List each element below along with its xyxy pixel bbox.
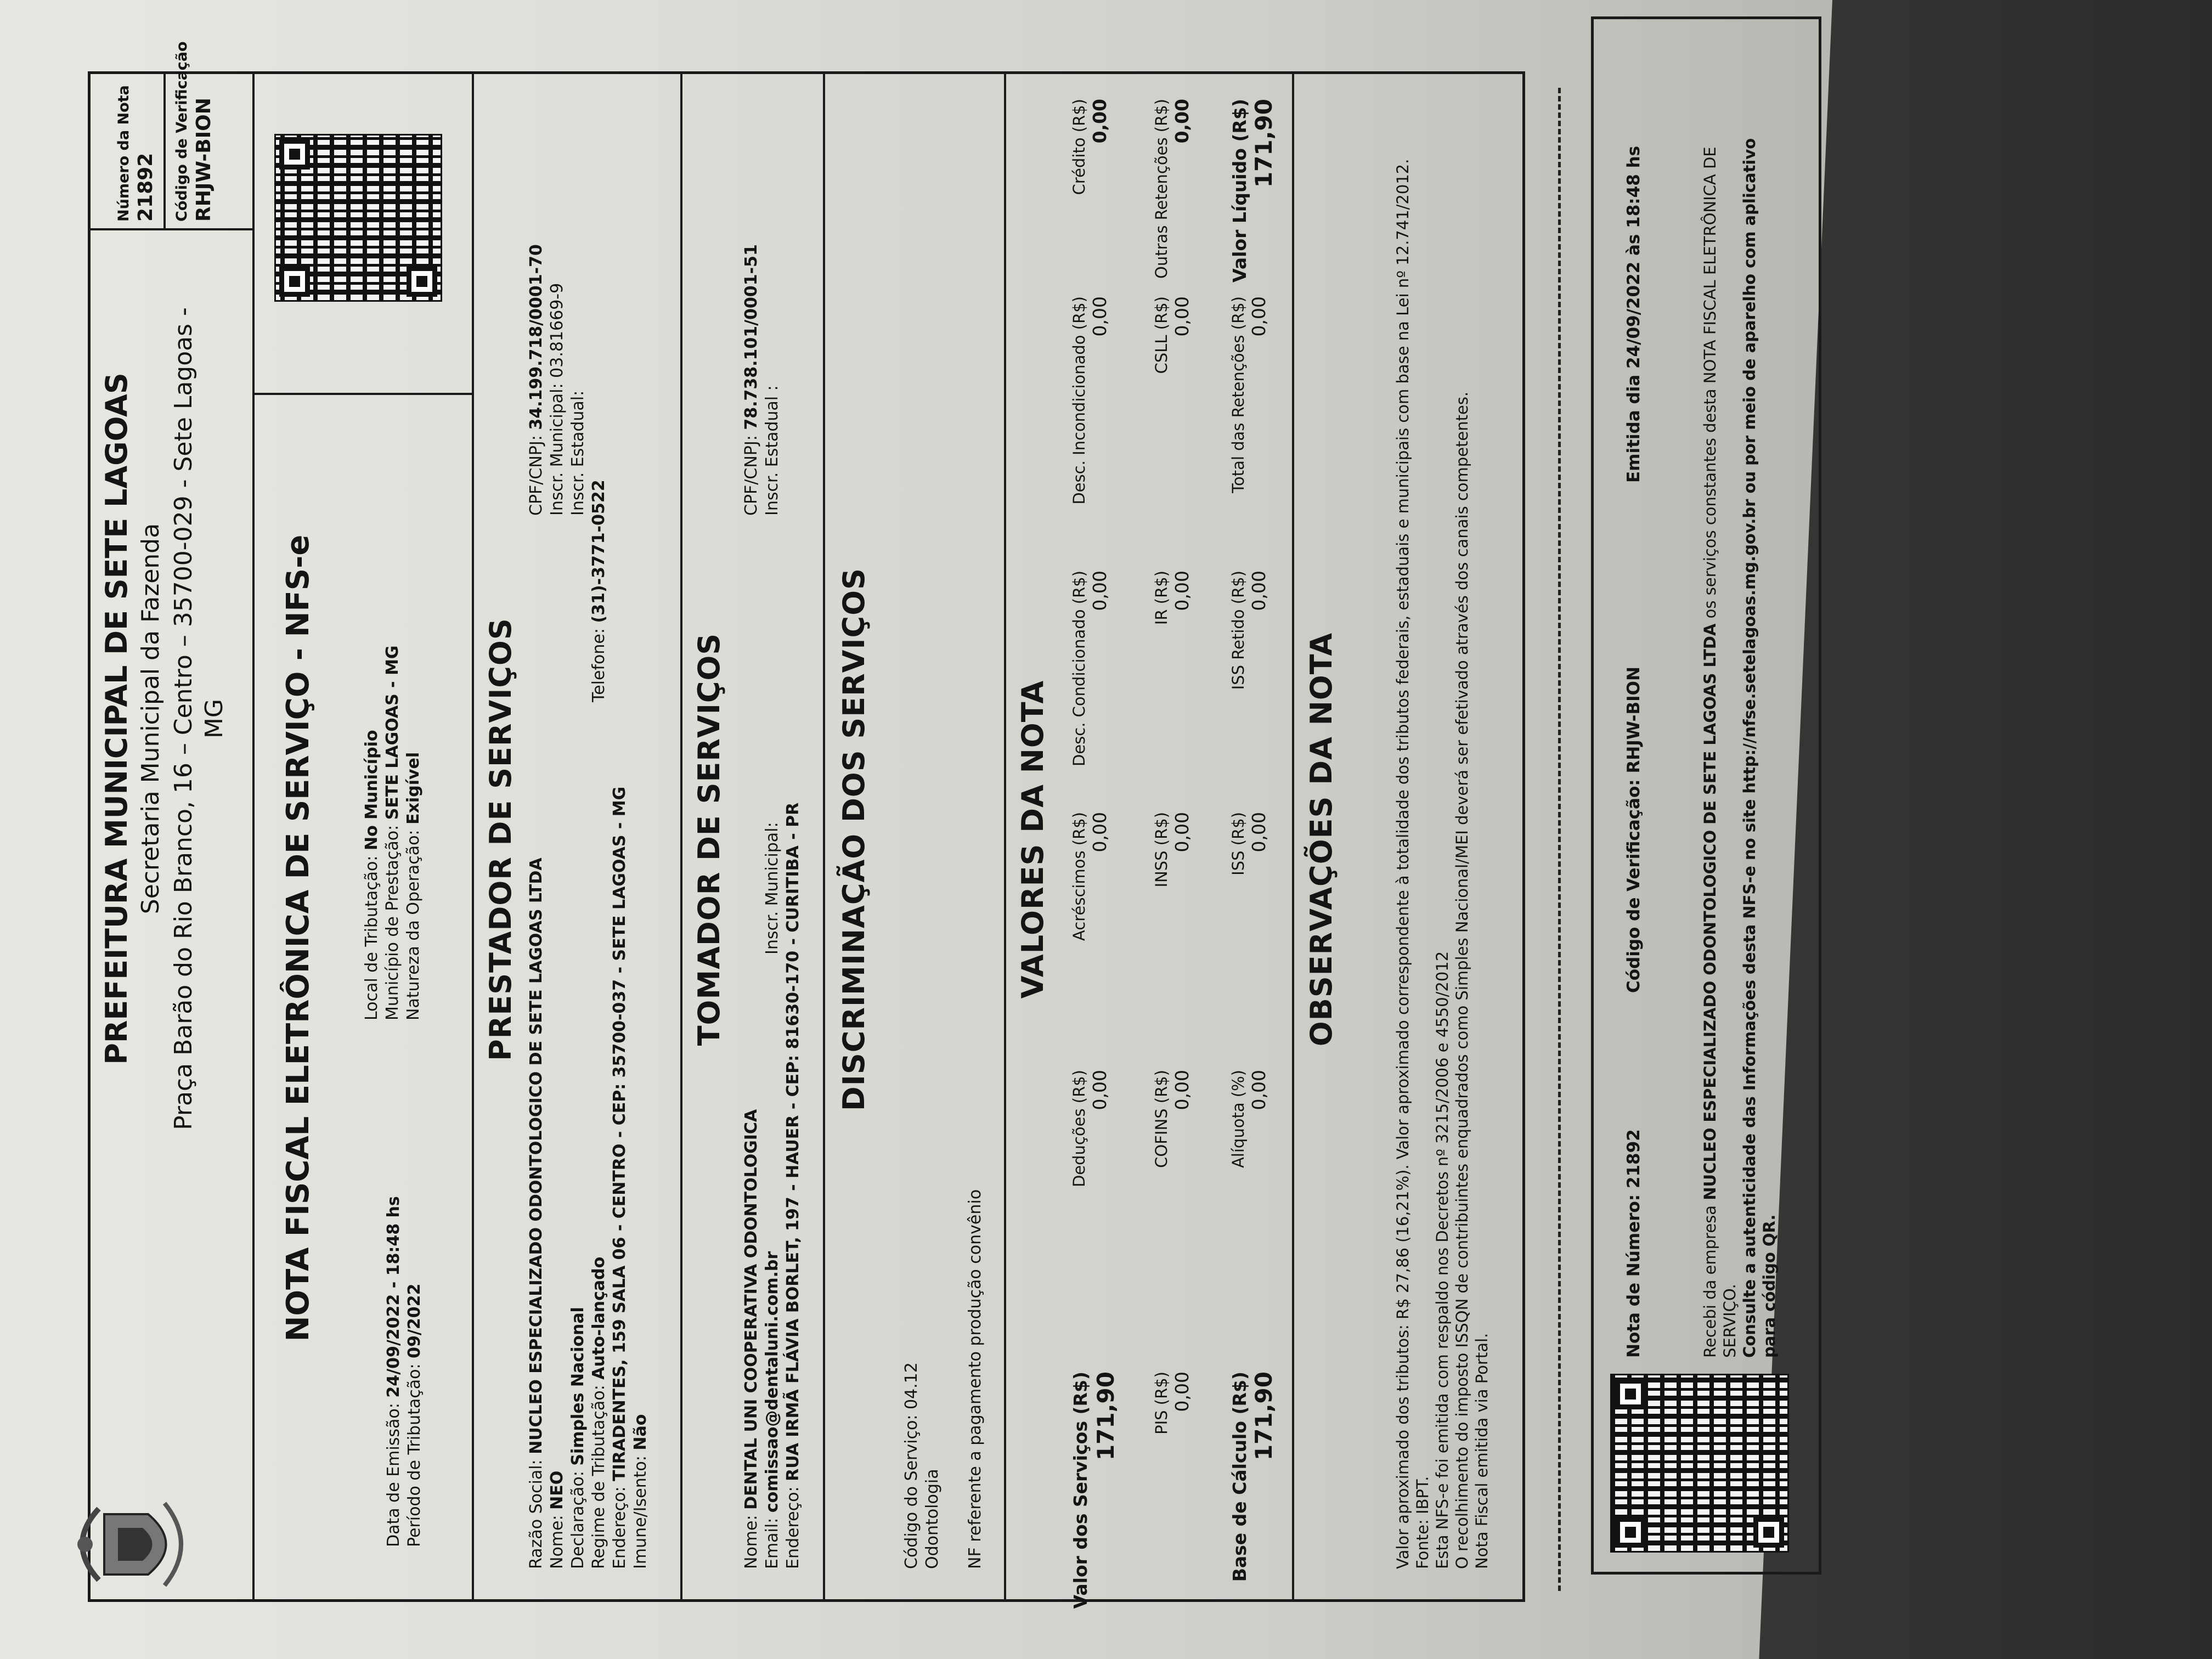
cofins-value: 0,00	[1171, 1070, 1193, 1110]
csll-value: 0,00	[1171, 296, 1193, 337]
prestador-cnpj: CPF/CNPJ: 34.199.718/0001-70	[527, 244, 546, 516]
tomador-inscr-estadual: Inscr. Estadual :	[763, 385, 782, 516]
base-calculo-value: 171,90	[1250, 1372, 1277, 1461]
valores-title: VALORES DA NOTA	[1015, 680, 1050, 999]
valor-servicos-label: Valor dos Serviços (R$)	[1070, 1372, 1091, 1609]
total-retencoes-value: 0,00	[1248, 296, 1269, 337]
cut-line	[1558, 88, 1561, 1591]
prefeitura-title: PREFEITURA MUNICIPAL DE SETE LAGOAS	[99, 373, 134, 1065]
pis-label: PIS (R$)	[1152, 1372, 1171, 1435]
prestador-telefone: Telefone: (31)-3771-0522	[589, 479, 608, 702]
descricao-servico: Odontologia	[923, 1469, 942, 1569]
base-calculo-label: Base de Cálculo (R$)	[1229, 1372, 1250, 1582]
descricao-nota: NF referente a pagamento produção convênio	[966, 1189, 985, 1569]
nfse-document	[44, 41, 1810, 1624]
acrescimos-label: Acréscimos (R$)	[1070, 812, 1088, 941]
tomador-title: TOMADOR DE SERVIÇOS	[692, 633, 726, 1046]
inss-label: INSS (R$)	[1152, 812, 1171, 888]
desc-condicionado-value: 0,00	[1089, 571, 1110, 611]
nfse-title: NOTA FISCAL ELETRÔNICA DE SERVIÇO - NFS-e	[280, 534, 316, 1342]
local-tributacao: Local de Tributação: No Município	[362, 730, 381, 1020]
receipt-line-4: para código QR.	[1760, 1214, 1779, 1358]
credito-value: 0,00	[1089, 99, 1110, 144]
prestador-bottom-line	[680, 71, 682, 1602]
aliquota-label: Alíquota (%)	[1229, 1070, 1248, 1169]
prefeitura-address-uf: MG	[200, 698, 228, 739]
valores-bottom-line	[1292, 71, 1294, 1602]
credito-label: Crédito (R$)	[1070, 99, 1088, 195]
desc-incondicionado-label: Desc. Incondicionado (R$)	[1070, 296, 1088, 505]
deducoes-label: Deduções (R$)	[1070, 1070, 1088, 1188]
deducoes-value: 0,00	[1089, 1070, 1110, 1110]
valor-liquido-label: Valor Líquido (R$)	[1229, 99, 1250, 283]
prestador-nome: Nome: NEO	[548, 1470, 567, 1569]
valor-servicos-value: 171,90	[1092, 1372, 1119, 1461]
qr-divider	[252, 393, 472, 395]
prestador-declaracao: Declaração: Simples Nacional	[568, 1307, 588, 1569]
iss-retido-label: ISS Retido (R$)	[1229, 571, 1248, 690]
total-retencoes-label: Total das Retenções (R$)	[1229, 296, 1248, 493]
valor-liquido-value: 171,90	[1250, 99, 1277, 188]
tomador-email: Email: comissao@dentaluni.com.br	[763, 1251, 782, 1569]
obs-line-5: Nota Fiscal emitida via Portal.	[1472, 1333, 1491, 1569]
header-bottom-line	[252, 71, 255, 1602]
prestador-inscr-estadual: Inscr. Estadual:	[568, 390, 588, 516]
tomador-cnpj: CPF/CNPJ: 78.738.101/0001-51	[742, 244, 761, 516]
pis-value: 0,00	[1171, 1372, 1193, 1412]
discriminacao-title: DISCRIMINAÇÃO DOS SERVIÇOS	[837, 567, 871, 1111]
codigo-label: Código de Verificação	[173, 41, 190, 222]
iss-retido-value: 0,00	[1248, 571, 1269, 611]
obs-line-1: Valor aproximado dos tributos: R$ 27,86 (16,21%). Valor aproximado correspondente à totalidade dos tributos federais, estaduais e municipais com base na Lei nº 12.741/2012.	[1393, 159, 1412, 1569]
receipt-line-2: SERVIÇO.	[1720, 1284, 1739, 1358]
secretaria-title: Secretaria Municipal da Fazenda	[137, 523, 165, 915]
tomador-endereco: Endereço: RUA IRMÃ FLÁVIA BORLET, 197 - HAUER - CEP: 81630-170 - CURITIBA - PR	[783, 802, 803, 1569]
prestador-endereco: Endereço: TIRADENTES, 159 SALA 06 - CENTRO - CEP: 35700-037 - SETE LAGOAS - MG	[610, 786, 629, 1569]
natureza-operacao: Natureza da Operação: Exigível	[404, 752, 423, 1020]
receipt-emitida: Emitida dia 24/09/2022 às 18:48 hs	[1624, 145, 1644, 483]
outras-retencoes-label: Outras Retenções (R$)	[1152, 99, 1171, 279]
receipt-nota-numero: Nota de Número: 21892	[1624, 1129, 1644, 1358]
inss-value: 0,00	[1171, 812, 1193, 853]
numero-label: Número da Nota	[115, 85, 132, 222]
observacoes-title: OBSERVAÇÕES DA NOTA	[1304, 632, 1339, 1047]
prestador-regime: Regime de Tributação: Auto-lançado	[589, 1256, 608, 1569]
header-divider	[88, 228, 252, 230]
tomador-bottom-line	[823, 71, 825, 1602]
obs-line-2: Fonte: IBPT.	[1413, 1476, 1432, 1569]
municipio-prestacao: Município de Prestação: SETE LAGOAS - MG	[383, 645, 402, 1020]
numero-value: 21892	[134, 153, 157, 222]
prestador-inscr-municipal: Inscr. Municipal: 03.81669-9	[548, 283, 567, 516]
desc-condicionado-label: Desc. Condicionado (R$)	[1070, 571, 1088, 766]
header-subdivider	[163, 71, 166, 230]
aliquota-value: 0,00	[1248, 1070, 1269, 1110]
discriminacao-bottom-line	[1004, 71, 1006, 1602]
periodo-tributacao: Período de Tributação: 09/2022	[405, 1283, 424, 1547]
desc-incondicionado-value: 0,00	[1089, 296, 1110, 337]
cofins-label: COFINS (R$)	[1152, 1070, 1171, 1168]
prefeitura-address: Praça Barão do Rio Branco, 16 – Centro – 35700-029 - Sete Lagoas -	[170, 307, 198, 1130]
codigo-servico: Código do Serviço: 04.12	[902, 1362, 921, 1569]
prestador-title: PRESTADOR DE SERVIÇOS	[483, 618, 518, 1061]
prestador-imune: Imune/Isento: Não	[631, 1414, 650, 1569]
obs-line-3: Esta NFS-e foi emitida com respaldo nos Decretos nº 3215/2006 e 4550/2012	[1433, 951, 1452, 1569]
obs-line-4: O recolhimento do imposto ISSQN de contribuintes enquadrados como Simples Nacional/MEI deverá ser efetivado através dos canais competentes.	[1453, 391, 1471, 1569]
data-emissao: Data de Emissão: 24/09/2022 - 18:48 hs	[384, 1196, 403, 1547]
receipt-line-3: Consulte a autenticidade das Informações desta NFS-e no site http://nfse.setelagoas.mg.gov.br ou por meio de aparelho com aplicativo	[1740, 138, 1759, 1358]
outras-retencoes-value: 0,00	[1171, 99, 1193, 144]
ir-value: 0,00	[1171, 571, 1193, 611]
codigo-value: RHJW-BION	[193, 98, 215, 222]
acrescimos-value: 0,00	[1089, 812, 1110, 853]
nfse-bottom-line	[472, 71, 474, 1602]
tomador-nome: Nome: DENTAL UNI COOPERATIVA ODONTOLOGICA	[742, 1109, 761, 1569]
prestador-razao: Razão Social: NUCLEO ESPECIALIZADO ODONTOLOGICO DE SETE LAGOAS LTDA	[527, 857, 546, 1569]
ir-label: IR (R$)	[1152, 571, 1171, 625]
tomador-inscr-municipal: Inscr. Municipal:	[763, 822, 782, 955]
iss-value: 0,00	[1248, 812, 1269, 853]
municipal-crest-icon	[66, 1498, 192, 1591]
iss-label: ISS (R$)	[1229, 812, 1248, 876]
receipt-line-1: Recebi da empresa NUCLEO ESPECIALIZADO ODONTOLOGICO DE SETE LAGOAS LTDA os serviços constantes desta NOTA FISCAL ELETRÔNICA DE	[1701, 146, 1719, 1358]
qr-code-icon	[274, 134, 442, 302]
csll-label: CSLL (R$)	[1152, 296, 1171, 374]
receipt-qr-code-icon	[1610, 1374, 1789, 1553]
receipt-codigo-verificacao: Código de Verificação: RHJW-BION	[1624, 667, 1644, 993]
